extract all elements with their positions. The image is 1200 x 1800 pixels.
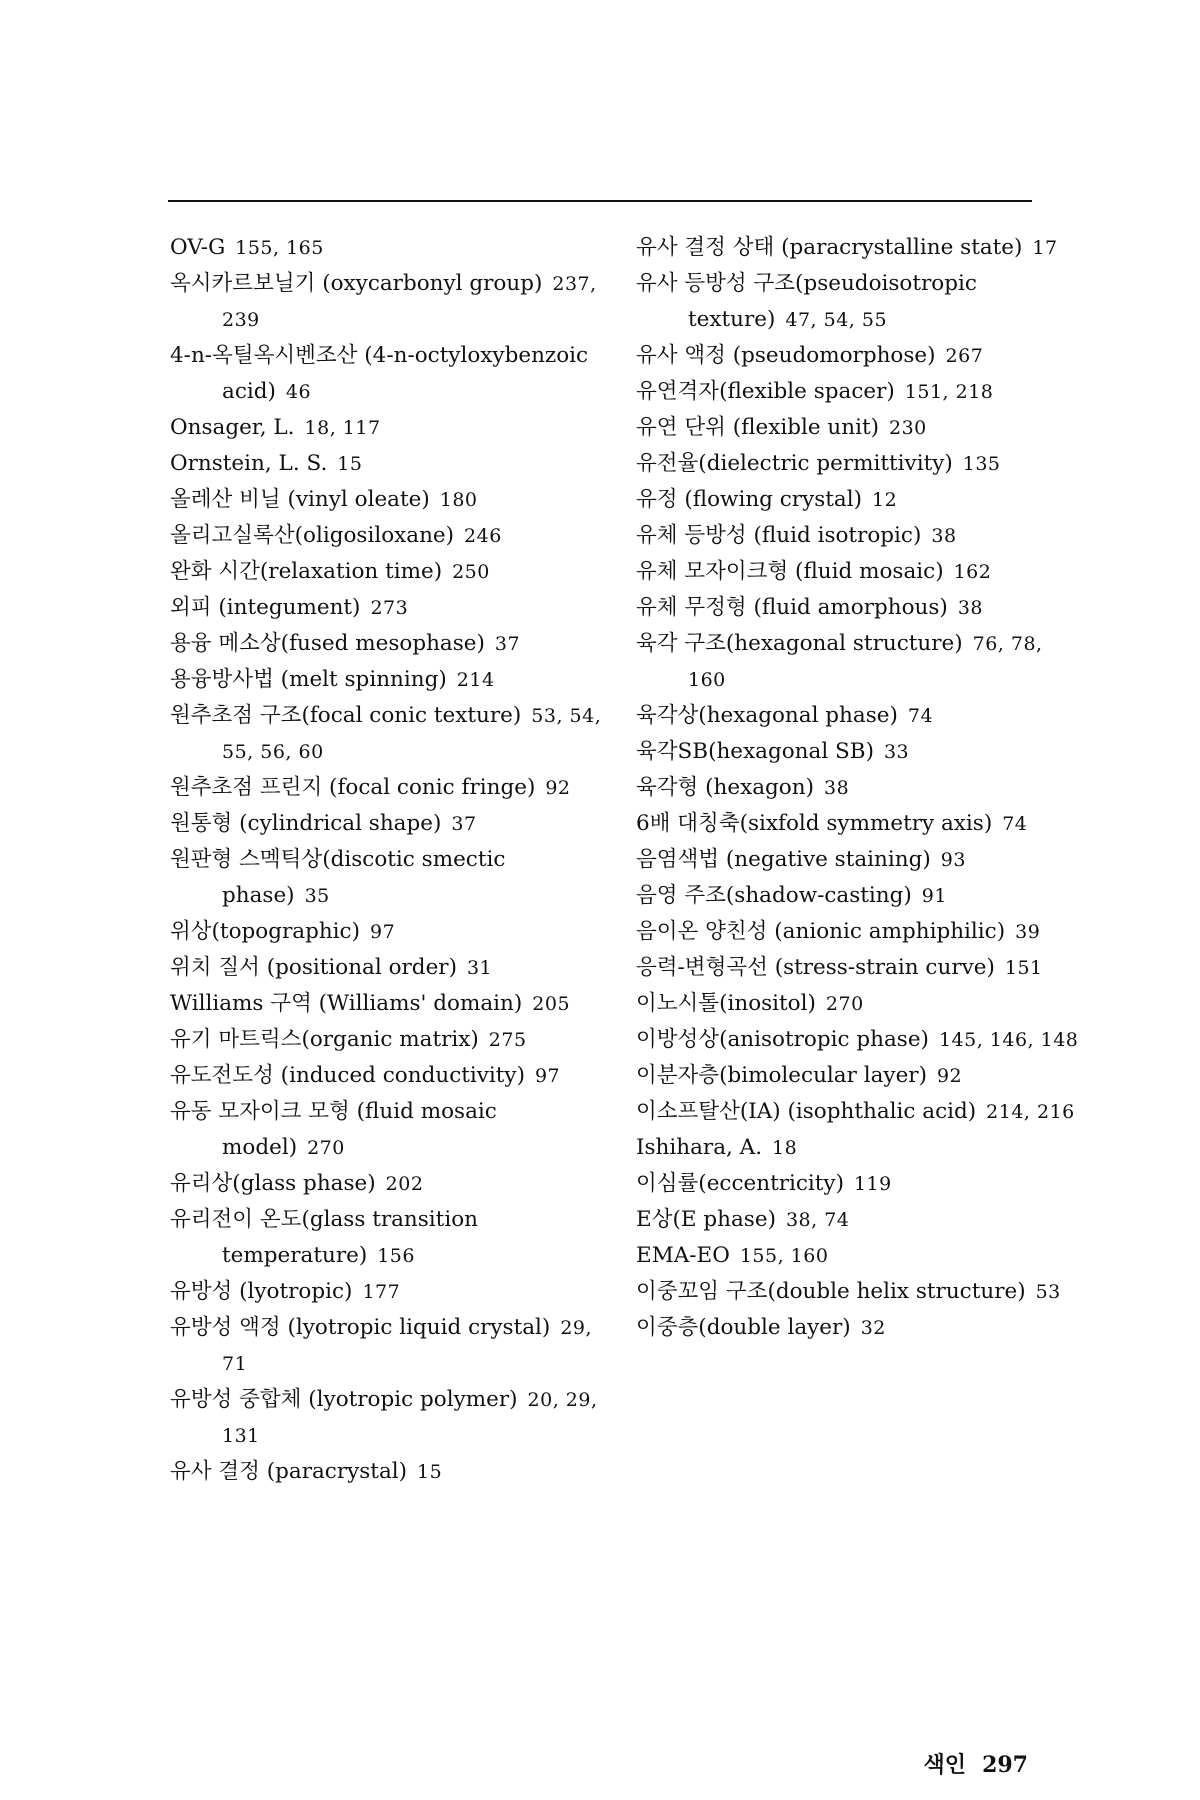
index-term: 외피 (integument) xyxy=(170,595,361,620)
index-term: 유정 (flowing crystal) xyxy=(636,487,862,512)
index-entry xyxy=(636,338,1081,374)
index-entry xyxy=(170,662,615,698)
index-term: 육각상(hexagonal phase) xyxy=(636,703,898,728)
index-entry xyxy=(170,914,615,950)
index-pages: 92 xyxy=(545,777,571,799)
index-term: 위상(topographic) xyxy=(170,919,360,944)
index-term: OV-G xyxy=(170,235,226,260)
index-pages: 12 xyxy=(872,489,898,511)
index-term: 이노시톨(inositol) xyxy=(636,991,816,1016)
index-term: 원통형 (cylindrical shape) xyxy=(170,811,442,836)
index-pages: 35 xyxy=(304,885,330,907)
index-term: 유도전도성 (induced conductivity) xyxy=(170,1063,525,1088)
section-label: 색인 xyxy=(923,1752,967,1778)
index-entry xyxy=(636,1094,1081,1130)
index-entry xyxy=(170,626,615,662)
index-pages: 37 xyxy=(451,813,477,835)
index-pages: 273 xyxy=(370,597,409,619)
index-pages: 76, 78, 160 xyxy=(688,633,1043,691)
index-pages: 162 xyxy=(953,561,992,583)
index-term: 이중꼬임 구조(double helix structure) xyxy=(636,1279,1026,1304)
index-pages: 214, 216 xyxy=(986,1101,1075,1123)
index-term: 유방성 액정 (lyotropic liquid crystal) xyxy=(170,1315,551,1340)
index-pages: 202 xyxy=(385,1173,424,1195)
index-pages: 20, 29, 131 xyxy=(222,1389,598,1447)
index-term: 용융 메소상(fused mesophase) xyxy=(170,631,485,656)
index-term: 유연격자(flexible spacer) xyxy=(636,379,895,404)
page-footer xyxy=(924,1748,1028,1779)
index-pages: 37 xyxy=(494,633,521,655)
index-term: 유기 마트릭스(organic matrix) xyxy=(170,1027,479,1052)
index-entry xyxy=(170,770,615,806)
index-entry xyxy=(636,1022,1081,1058)
index-column-right xyxy=(636,230,1081,1346)
index-entry xyxy=(170,1094,615,1166)
page-number: 297 xyxy=(982,1752,1028,1778)
index-pages: 38 xyxy=(957,597,983,619)
top-rule xyxy=(168,200,1032,202)
index-pages: 53, 54, 55, 56, 60 xyxy=(222,705,602,763)
index-pages: 38 xyxy=(931,525,957,547)
index-pages: 18, 117 xyxy=(304,417,381,439)
index-term: 용융방사법 (melt spinning) xyxy=(170,667,447,692)
index-pages: 46 xyxy=(285,381,312,403)
index-pages: 177 xyxy=(362,1281,401,1303)
index-pages: 15 xyxy=(337,453,363,475)
index-entry xyxy=(170,806,615,842)
index-pages: 74 xyxy=(907,705,934,727)
index-term: Ishihara, A. xyxy=(636,1135,763,1160)
index-pages: 151 xyxy=(1004,957,1043,979)
index-term: 유연 단위 (flexible unit) xyxy=(636,415,879,440)
index-term: 원추초점 구조(focal conic texture) xyxy=(170,703,522,728)
index-term: 유리상(glass phase) xyxy=(170,1171,376,1196)
index-entry xyxy=(170,950,615,986)
index-pages: 205 xyxy=(532,993,571,1015)
index-pages: 17 xyxy=(1032,237,1058,259)
index-pages: 119 xyxy=(853,1173,892,1195)
index-pages: 91 xyxy=(921,885,947,907)
index-entry xyxy=(170,1274,615,1310)
index-entry xyxy=(170,446,615,482)
index-term: Williams 구역 (Williams' domain) xyxy=(170,991,523,1016)
index-term: 이방성상(anisotropic phase) xyxy=(636,1027,929,1052)
index-entry xyxy=(170,986,615,1022)
index-entry xyxy=(636,446,1081,482)
index-entry xyxy=(170,1310,615,1382)
index-pages: 97 xyxy=(370,921,396,943)
index-term: E상(E phase) xyxy=(636,1207,776,1232)
index-entry xyxy=(636,518,1081,554)
index-term: 유방성 중합체 (lyotropic polymer) xyxy=(170,1387,518,1412)
index-pages: 270 xyxy=(307,1137,345,1159)
index-entry xyxy=(636,1058,1081,1094)
index-term: 올리고실록산(oligosiloxane) xyxy=(170,523,455,548)
index-pages: 250 xyxy=(452,561,490,583)
index-entry xyxy=(636,806,1081,842)
index-entry xyxy=(170,554,615,590)
index-entry xyxy=(170,842,615,914)
index-term: Onsager, L. xyxy=(170,415,295,440)
index-term: 유체 등방성 (fluid isotropic) xyxy=(636,523,922,548)
index-pages: 92 xyxy=(936,1065,963,1087)
index-entry xyxy=(170,410,615,446)
index-term: 완화 시간(relaxation time) xyxy=(170,559,443,584)
index-entry xyxy=(170,230,615,266)
index-pages: 275 xyxy=(488,1029,527,1051)
index-entry xyxy=(636,842,1081,878)
index-term: 음이온 양친성 (anionic amphiphilic) xyxy=(636,919,1006,944)
index-pages: 135 xyxy=(962,453,1001,475)
index-entry xyxy=(636,410,1081,446)
index-pages: 267 xyxy=(945,345,984,367)
index-term: 유사 액정 (pseudomorphose) xyxy=(636,343,936,368)
index-entry xyxy=(636,950,1081,986)
index-term: 유체 무정형 (fluid amorphous) xyxy=(636,595,948,620)
index-pages: 31 xyxy=(466,957,493,979)
index-entry xyxy=(170,1022,615,1058)
index-entry xyxy=(636,914,1081,950)
index-term: 4-n-옥틸옥시벤조산 (4-n-octyloxybenzoic acid) xyxy=(170,343,589,404)
index-entry xyxy=(636,590,1081,626)
index-pages: 38 xyxy=(824,777,850,799)
index-entry xyxy=(636,554,1081,590)
index-pages: 93 xyxy=(940,849,966,871)
index-term: 유리전이 온도(glass transition temperature) xyxy=(170,1207,478,1268)
index-column-left xyxy=(170,230,615,1490)
index-term: 유동 모자이크 모형 (fluid mosaic model) xyxy=(170,1099,497,1160)
index-term: 원추초점 프린지 (focal conic fringe) xyxy=(170,775,536,800)
index-pages: 15 xyxy=(417,1461,443,1483)
index-term: 유방성 (lyotropic) xyxy=(170,1279,353,1304)
index-entry xyxy=(170,518,615,554)
index-entry xyxy=(170,1202,615,1274)
index-term: 유전율(dielectric permittivity) xyxy=(636,451,953,476)
index-entry xyxy=(636,1274,1081,1310)
index-entry xyxy=(636,1238,1081,1274)
index-entry xyxy=(170,698,615,770)
index-pages: 33 xyxy=(883,741,910,763)
index-pages: 18 xyxy=(772,1137,798,1159)
index-entry xyxy=(636,698,1081,734)
index-pages: 230 xyxy=(889,417,927,439)
index-term: 육각 구조(hexagonal structure) xyxy=(636,631,963,656)
index-entry xyxy=(170,1166,615,1202)
index-entry xyxy=(636,734,1081,770)
index-pages: 74 xyxy=(1002,813,1028,835)
index-pages: 32 xyxy=(860,1317,886,1339)
index-entry xyxy=(170,266,615,338)
index-pages: 180 xyxy=(439,489,478,511)
index-entry xyxy=(636,878,1081,914)
index-term: 이소프탈산(IA) (isophthalic acid) xyxy=(636,1099,977,1124)
index-entry xyxy=(636,1310,1081,1346)
index-pages: 151, 218 xyxy=(904,381,994,403)
index-pages: 270 xyxy=(825,993,864,1015)
index-term: 위치 질서 (positional order) xyxy=(170,955,457,980)
index-term: 음염색법 (negative staining) xyxy=(636,847,931,872)
index-term: 육각형 (hexagon) xyxy=(636,775,814,800)
index-term: 유사 등방성 구조(pseudoisotropic texture) xyxy=(636,271,977,332)
index-entry xyxy=(170,1454,615,1490)
index-pages: 246 xyxy=(464,525,502,547)
index-entry xyxy=(170,590,615,626)
index-pages: 53 xyxy=(1035,1281,1061,1303)
index-entry xyxy=(636,1202,1081,1238)
index-entry xyxy=(636,626,1081,698)
index-entry xyxy=(636,266,1081,338)
index-entry xyxy=(170,1058,615,1094)
index-term: 유체 모자이크형 (fluid mosaic) xyxy=(636,559,944,584)
index-term: 유사 결정 상태 (paracrystalline state) xyxy=(636,235,1023,260)
index-entry xyxy=(636,482,1081,518)
index-entry xyxy=(170,338,615,410)
index-term: 음영 주조(shadow-casting) xyxy=(636,883,912,908)
index-pages: 39 xyxy=(1015,921,1041,943)
index-term: 이심률(eccentricity) xyxy=(636,1171,844,1196)
index-entry xyxy=(636,1166,1081,1202)
index-pages: 38, 74 xyxy=(785,1209,850,1231)
index-pages: 145, 146, 148 xyxy=(938,1029,1079,1051)
index-term: 유사 결정 (paracrystal) xyxy=(170,1459,408,1484)
index-entry xyxy=(636,374,1081,410)
index-entry xyxy=(636,770,1081,806)
index-term: 이중층(double layer) xyxy=(636,1315,851,1340)
index-term: Ornstein, L. S. xyxy=(170,451,328,476)
index-term: 이분자층(bimolecular layer) xyxy=(636,1063,927,1088)
index-entry xyxy=(636,1130,1081,1166)
index-pages: 29, 71 xyxy=(222,1317,593,1375)
index-term: 옥시카르보닐기 (oxycarbonyl group) xyxy=(170,271,543,296)
index-pages: 155, 160 xyxy=(739,1245,829,1267)
index-entry xyxy=(170,1382,615,1454)
index-pages: 237, 239 xyxy=(222,273,597,331)
index-pages: 97 xyxy=(534,1065,561,1087)
index-term: 응력-변형곡선 (stress-strain curve) xyxy=(636,955,995,980)
index-entry xyxy=(636,230,1081,266)
index-pages: 47, 54, 55 xyxy=(785,309,888,331)
index-entry xyxy=(636,986,1081,1022)
index-pages: 156 xyxy=(377,1245,415,1267)
index-pages: 214 xyxy=(456,669,495,691)
index-entry xyxy=(170,482,615,518)
index-term: 육각SB(hexagonal SB) xyxy=(636,739,874,764)
index-term: 원판형 스멕틱상(discotic smectic phase) xyxy=(170,847,506,908)
index-pages: 155, 165 xyxy=(235,237,324,259)
index-term: 6배 대칭축(sixfold symmetry axis) xyxy=(636,811,993,836)
index-term: EMA-EO xyxy=(636,1243,730,1268)
index-term: 올레산 비닐 (vinyl oleate) xyxy=(170,487,430,512)
